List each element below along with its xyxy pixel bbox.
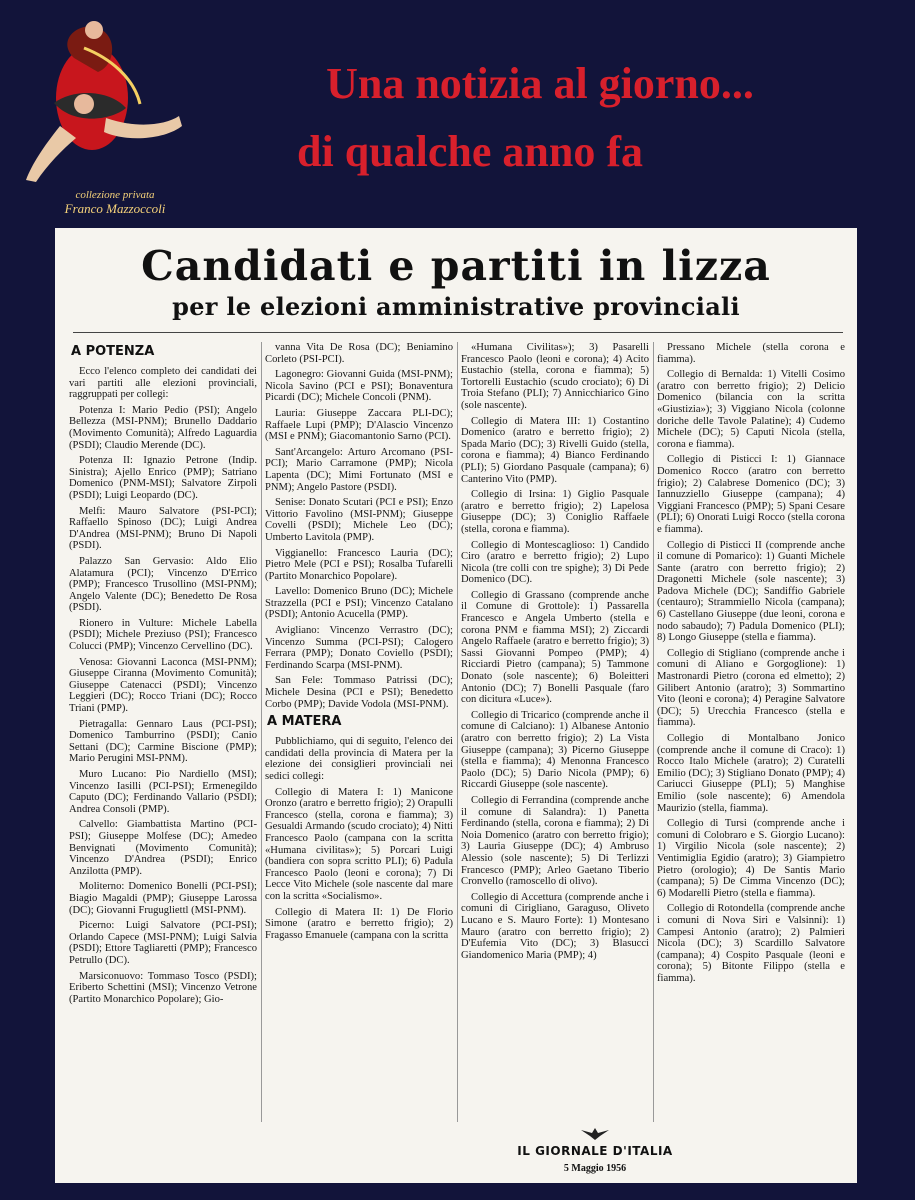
candidate-paragraph: Collegio di Matera II: 1) De Florio Simone (aratro e berretto frigio); 2) Fragasso Emanuele (campana con la scritta [265, 906, 453, 941]
candidate-paragraph: vanna Vita De Rosa (DC); Beniamino Corleto (PSI-PCI). [265, 342, 453, 365]
candidate-paragraph: Calvello: Giambattista Martino (PCI-PSI); Giuseppe Molfese (DC); Amedeo Benvignati (Movimento Comunità); Vincenzo D'Andrea (PSDI); Enrico Anzilotta (PMP). [69, 819, 257, 877]
logo-caption: collezione privata [75, 189, 155, 201]
logo [14, 8, 194, 223]
dancer-logo-icon [14, 8, 194, 188]
article-subtitle: per le elezioni amministrative provinciali [172, 292, 740, 321]
candidate-paragraph: Pressano Michele (stella corona e fiamma). [657, 342, 845, 365]
candidate-paragraph: «Humana Civilitas»); 3) Pasarelli Francesco Paolo (leoni e corona); 4) Acito Eustachio (stella, corona e fiamma); 5) Tortorelli Eustachio (scudo crociato); 6) Di Troia Stefano (PLI); 7) Annicchiarico Gino (sole nascente). [461, 342, 649, 411]
candidate-paragraph: Collegio di Montalbano Jonico (comprende anche il comune di Craco): 1) Rocco Italo Michele (aratro); 2) Curatelli Emilio (DC); 3) Stigliano Donato (PMP); 4) Cariucci Giuseppe (PLI); 5) Manghise Emilio (sole nascente); 6) Amendola Maurizio (stella, fiamma). [657, 733, 845, 814]
candidate-paragraph: Collegio di Irsina: 1) Giglio Pasquale (aratro e berretto frigio); 2) Lapelosa Giuseppe (DC); 3) Coniglio Raffaele (stella, corona e fiamma). [461, 489, 649, 535]
candidate-paragraph: Venosa: Giovanni Laconca (MSI-PNM); Giuseppe Ciranna (Movimento Comunità); Giuseppe Catenacci (PSDI); Vincenzo Leggieri (DC); Rocco Triani (DC); Rocco Triani (PMP). [69, 656, 257, 715]
title-rule [73, 332, 843, 333]
candidate-paragraph: Collegio di Accettura (comprende anche i comuni di Cirigliano, Garaguso, Oliveto Lucano e S. Mauro Forte): 1) Montesano Mauro (aratro con berretto frigio); 2) D'Eufemia Vito (DC); 3) Blasucci Giandomenico Maria (PMP); 4) [461, 891, 649, 961]
candidate-paragraph: Collegio di Tricarico (comprende anche il comune di Calciano): 1) Albanese Antonio (aratro con berretto frigio); 2) La Vista Giuseppe (campana); 3) Picerno Giuseppe (stella e fiamma); 4) Menonna Francesco Paolo (DC); 5) Dario Nicola (PMP); 6) Riccardi Giuseppe (sole nascente). [461, 709, 649, 791]
article-columns [69, 342, 849, 1122]
article-title: Candidati e partiti in lizza [141, 242, 771, 290]
candidate-paragraph: Pietragalla: Gennaro Laus (PCI-PSI); Domenico Tamburrino (PSDI); Canio Settani (DC); Carmine Biscione (PMP); Mario Perugini MSI-PNM). [69, 718, 257, 765]
column-1 [69, 342, 257, 1122]
publication-date: 5 Maggio 1956 [563, 1163, 627, 1174]
candidate-paragraph: Collegio di Pisticci I: 1) Giannace Domenico Rocco (aratro con berretto frigio); 2) Calabrese Domenico (DC); 3) Iannuzziello Giuseppe (campana); 4) Viggiani Francesco (PMP); 5) Spani Cesare (PLI); 6) Onorati Luigi Rocco (stella corona e fiamma). [657, 454, 845, 535]
candidate-paragraph: Lagonegro: Giovanni Guida (MSI-PNM); Nicola Savino (PCI e PSI); Bonaventura Picardi (DC); Michele Concoli (PNM). [265, 369, 453, 404]
candidate-paragraph: Sant'Arcangelo: Arturo Arcomano (PSI-PCI); Mario Carramone (PMP); Nicola Lapenta (DC); Mimi Fortunato (MSI e PNM); Angelo Pastore (PSDI). [265, 446, 453, 493]
candidate-paragraph: Melfi: Mauro Salvatore (PSI-PCI); Raffaello Spinoso (DC); Luigi Andrea D'Andrea (MSI-PNM); Bruno Di Napoli (PSDI). [69, 505, 257, 552]
page-header [0, 0, 915, 228]
candidate-paragraph: Collegio di Rotondella (comprende anche i comuni di Nova Siri e Valsinni): 1) Campesi Antonio (aratro); 2) Palmieri Nicola (DC); 3) Scardillo Salvatore (campana); 4) Cospito Pasquale (leoni e corona); 5) Bitonte Filippo (stella e fiamma). [657, 903, 845, 984]
candidate-paragraph: Collegio di Stigliano (comprende anche i comuni di Aliano e Gorgoglione): 1) Mastronardi Pietro (corona ed elmetto); 2) Gilibert Antonio (aratro); 3) Sommartino Vito (leoni e corona); 4) Peragine Salvatore (DC); 5) Urecchia Francesco (stella e fiamma). [657, 647, 845, 729]
newspaper-clipping [55, 228, 857, 1183]
candidate-paragraph: Pubblichiamo, qui di seguito, l'elenco dei candidati della provincia di Matera per la elezione dei consiglieri provinciali nei sedici collegi: [265, 736, 453, 782]
headline-line2: di qualche anno fa [297, 127, 643, 176]
candidate-paragraph: Collegio di Ferrandina (comprende anche il comune di Salandra): 1) Panetta Ferdinando (stella, corona e fiamma); 2) Di Noia Domenico (aratro con berretto frigio); 3) Lauria Giuseppe (DC); 4) Ambruso Alessio (sole nascente); 5) Di Terlizzi Francesco (PMP); Arleo Gaetano Tiberio Cronvello (ramoscello di olivo). [461, 794, 649, 888]
candidate-paragraph: Moliterno: Domenico Bonelli (PCI-PSI); Biagio Magaldi (PMP); Giuseppe Larossa (DC); Giovanni Frugugliettl (MSI-PNM). [69, 881, 257, 916]
candidate-paragraph: Palazzo San Gervasio: Aldo Elio Alatamura (PCI); Vincenzo D'Errico (PMP); Francesco Trusollino (MSI-PNM); Angelo Valente (DC); Benedetto De Rosa (PSDI). [69, 555, 257, 614]
column-divider [457, 342, 458, 1122]
column-divider [653, 342, 654, 1122]
column-divider [261, 342, 262, 1122]
candidate-paragraph: Viggianello: Francesco Lauria (DC); Pietro Mele (PCI e PSI); Rosalba Tufarelli (Partito Monarchico Popolare). [265, 547, 453, 582]
section-matera: A MATERA [267, 714, 342, 730]
column-3 [461, 342, 649, 1122]
candidate-paragraph: Senise: Donato Scutari (PCI e PSI); Enzo Vittorio Favolino (MSI-PNM); Giuseppe Covelli (PSDI); Michele Leo (DC); Umberto Lavitola (PMP). [265, 497, 453, 543]
candidate-paragraph: Avigliano: Vincenzo Verrastro (DC); Vincenzo Summa (PCI-PSI); Calogero Ferrara (PMP); Donato Coviello (PSDI); Ferdinando Scarpa (MSI-PNM). [265, 625, 453, 671]
newspaper-eagle-icon [578, 1126, 612, 1142]
candidate-paragraph: Rionero in Vulture: Michele Labella (PSDI); Michele Preziuso (PSI); Francesco Colucci (PMP); Vincenzo Cervellino (DC). [69, 617, 257, 653]
candidate-paragraph: Lauria: Giuseppe Zaccara PLI-DC); Raffaele Lupi (PMP); D'Alascio Vincenzo (MSI e PNM); Giacomantonio Sarno (PCI). [265, 407, 453, 443]
candidate-paragraph: Marsiconuovo: Tommaso Tosco (PSDI); Eriberto Schettini (MSI); Vincenzo Vetrone (Partito Monarchico Popolare); Gio- [69, 970, 257, 1005]
candidate-paragraph: Collegio di Tursi (comprende anche i comuni di Colobraro e S. Giorgio Lucano): 1) Virgilio Nicola (sole nascente); 2) Ventimiglia Egidio (aratro); 3) Giampietro Pietro (orologio); 4) De Santis Mario (campana); 5) De Cimma Vincenzo (DC); 6) Modarelli Pietro (stella e fiamma). [657, 818, 845, 899]
candidate-paragraph: Muro Lucano: Pio Nardiello (MSI); Vincenzo Iasilli (PCI-PSI); Ermenegildo Caputo (DC); Ferdinando Vallario (PSDI); Andrea Consoli (PMP). [69, 769, 257, 815]
candidate-paragraph: Collegio di Bernalda: 1) Vitelli Cosimo (aratro con berretto frigio); 2) Delicio Domenico (bilancia con la scritta «Giustizia»); 3) Viggiano Nicola (colonne doriche delle Tavole Palatine); 4) Cudemo Michele (DC); 5) Caputi Nicola (stella, corona e fiamma). [657, 369, 845, 450]
headline-line1: Una notizia al giorno... [326, 59, 754, 108]
candidate-paragraph: Ecco l'elenco completo dei candidati dei vari partiti alle elezioni provinciali, raggruppati per collegi: [69, 366, 257, 401]
candidate-paragraph: Lavello: Domenico Bruno (DC); Michele Strazzella (PCI e PSI); Vincenzo Catalano (PSDI); Antonio Acucella (PMP). [265, 586, 453, 621]
newspaper-name: IL GIORNALE D'ITALIA [517, 1144, 673, 1158]
candidate-paragraph: Collegio di Matera III: 1) Costantino Domenico (aratro e berretto frigio); 2) Spada Mario (DC); 3) Rivelli Guido (stella, corona e fiamma); 4) Bianco Ferdinando (PLI); 5) Giordano Pasquale (campana); 6) Canterino Vito (PMP). [461, 415, 649, 485]
candidate-paragraph: San Fele: Tommaso Patrissi (DC); Michele Desina (PCI e PSI); Benedetto Corbo (PMP); Davide Vodola (MSI-PNM). [265, 675, 453, 710]
candidate-paragraph: Picerno: Luigi Salvatore (PCI-PSI); Orlando Capece (MSI-PNM); Luigi Salvia (PSDI); Ettore Tagliaretti (PMP); Francesco Petrullo (DC). [69, 920, 257, 966]
candidate-paragraph: Collegio di Montescaglioso: 1) Candido Ciro (aratro e berretto frigio); 2) Lupo Nicola (tre colli con tre spighe); 3) Di Pede Domenico (DC). [461, 539, 649, 586]
candidate-paragraph: Potenza I: Mario Pedio (PSI); Angelo Bellezza (MSI-PNM); Brunello Daddario (Movimento Comunità); Alfredo Laguardia (PSDI); Claudio Merende (DC). [69, 404, 257, 451]
candidate-paragraph: Potenza II: Ignazio Petrone (Indip. Sinistra); Ajello Enrico (PMP); Satriano Domenico (PNM-MSI); Salvatore Zirpoli (PSDI); Luigi Leopardo (DC). [69, 455, 257, 501]
candidate-paragraph: Collegio di Grassano (comprende anche il Comune di Grottole): 1) Passarella Francesco e Angela Umberto (stella e corona PNM e fiamma MSI); 2) Ziccardi Angelo Raffaele (aratro e berretto frigio); 3) Sassi Giovanni Pompeo (PMP); 4) Ricciardi Pietro (campana); 5) Tammone Donato (sole nascente); 6) Boleitteri Antonio (DC); 7) Bonelli Pasquale (faro con dicitura «Luce»). [461, 589, 649, 706]
candidate-paragraph: Collegio di Pisticci II (comprende anche il comune di Pomarico): 1) Guanti Michele Sante (aratro con berretto frigio); 2) Dragonetti Michele (sole nascente); 3) Padova Michele (DC); Sandiffio Gabriele (centauro); Strammiello Nicola (campana); 6) Castellano Giuseppe (due leoni, corona e nodo sabaudo); 7) Padula Domenico (PLI); 8) Longo Giuseppe (stella e fiamma). [657, 539, 845, 644]
candidate-paragraph: Collegio di Matera I: 1) Manicone Oronzo (aratro e berretto frigio); 2) Orapulli Francesco (stella, corona e fiamma); 3) Gesualdi Armando (scudo crociato); 4) Nitti Francesco Paolo (campana con la scritta «Humana civilitas»); 5) Porcari Luigi (bandiera con sopra scritto PLI); 6) Padula Francesco Paolo (leoni e corona); 7) Di Lecce Vito Michele (sole nascente dal mare con la scritta «Socialismo». [265, 786, 453, 902]
section-potenza: A POTENZA [71, 344, 155, 359]
logo-owner: Franco Mazzoccoli [64, 201, 166, 216]
column-2 [265, 342, 453, 1122]
column-4 [657, 342, 845, 1122]
